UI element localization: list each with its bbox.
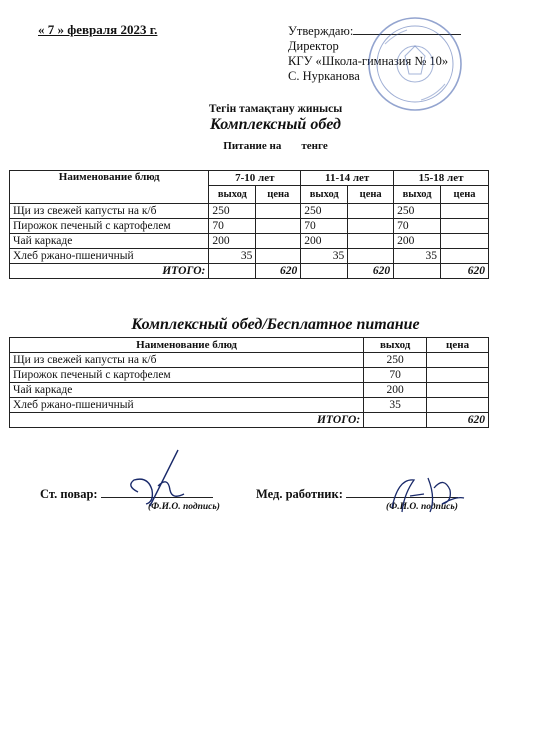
dish-name: Пирожок печеный с картофелем [10, 368, 364, 383]
dish-price [256, 219, 301, 234]
dish-out: 250 [364, 353, 427, 368]
dish-out: 35 [209, 249, 256, 264]
dish-name: Хлеб ржано-пшеничный [10, 249, 209, 264]
dish-out: 35 [364, 398, 427, 413]
dish-price [348, 249, 394, 264]
dish-out: 250 [209, 204, 256, 219]
dish-price [441, 234, 489, 249]
dish-price [256, 249, 301, 264]
approver-position: Директор [288, 39, 339, 53]
medic-caption: (Ф.И.О. подпись) [386, 502, 458, 512]
menu-title-1: Комплексный обед [210, 116, 341, 133]
col-price: цена [348, 186, 394, 204]
dish-out: 70 [301, 219, 348, 234]
col-price: цена [441, 186, 489, 204]
dish-price [348, 234, 394, 249]
col-price: цена [427, 338, 489, 353]
cook-label: Ст. повар: [40, 487, 98, 501]
dish-name: Щи из свежей капусты на к/б [10, 204, 209, 219]
dish-price [427, 398, 489, 413]
table-row [10, 383, 489, 398]
col-dish-name: Наименование блюд [10, 171, 209, 204]
age-group-header: 15-18 лет [394, 171, 489, 186]
total-price: 620 [427, 413, 489, 428]
school-name: КГУ «Школа-гимназия № 10» [288, 54, 449, 68]
dish-out: 200 [209, 234, 256, 249]
col-out: выход [364, 338, 427, 353]
table-row [10, 249, 489, 264]
table-row [10, 234, 489, 249]
cook-caption: (Ф.И.О. подпись) [148, 502, 220, 512]
cook-handwritten-signature [108, 446, 218, 516]
dish-name: Хлеб ржано-пшеничный [10, 398, 364, 413]
total-price: 620 [441, 264, 489, 279]
age-group-header: 7-10 лет [209, 171, 301, 186]
col-out: выход [394, 186, 441, 204]
dish-out: 70 [209, 219, 256, 234]
dish-price [348, 204, 394, 219]
school-seal-stamp [365, 14, 465, 114]
total-row [10, 413, 489, 428]
dish-price [348, 219, 394, 234]
col-dish-name: Наименование блюд [10, 338, 364, 353]
dish-out: 250 [394, 204, 441, 219]
dish-price [427, 353, 489, 368]
dish-name: Пирожок печеный с картофелем [10, 219, 209, 234]
table-row [10, 219, 489, 234]
total-price: 620 [256, 264, 301, 279]
dish-out: 200 [394, 234, 441, 249]
kz-subtitle: Тегін тамақтану жинысы [208, 103, 343, 115]
table-row [10, 204, 489, 219]
approve-label: Утверждаю: [288, 24, 354, 38]
dish-price [256, 234, 301, 249]
medic-handwritten-signature [384, 468, 474, 518]
total-price: 620 [348, 264, 394, 279]
dish-price [441, 219, 489, 234]
dish-out: 70 [364, 368, 427, 383]
dish-name: Чай каркаде [10, 383, 364, 398]
table-row [10, 368, 489, 383]
dish-out: 250 [301, 204, 348, 219]
total-label: ИТОГО: [10, 264, 209, 279]
col-price: цена [256, 186, 301, 204]
food-label: Питание на [223, 140, 282, 152]
document-date: « 7 » февраля 2023 г. [38, 22, 158, 37]
menu-table-free-meals [9, 337, 489, 428]
table-row [10, 353, 489, 368]
menu-title-2: Комплексный обед/Бесплатное питание [131, 316, 420, 333]
dish-name: Щи из свежей капусты на к/б [10, 353, 364, 368]
dish-out: 35 [394, 249, 441, 264]
medic-label: Мед. работник: [256, 487, 343, 501]
total-label: ИТОГО: [10, 413, 364, 428]
currency-label: тенге [301, 140, 328, 152]
table-row [10, 398, 489, 413]
age-group-header: 11-14 лет [301, 171, 394, 186]
dish-name: Чай каркаде [10, 234, 209, 249]
dish-out: 35 [301, 249, 348, 264]
total-row [10, 264, 489, 279]
dish-out: 70 [394, 219, 441, 234]
approver-name: С. Нурканова [288, 69, 360, 83]
dish-out: 200 [364, 383, 427, 398]
dish-price [441, 249, 489, 264]
menu-table-age-groups [9, 170, 489, 279]
dish-price [427, 368, 489, 383]
dish-price [427, 383, 489, 398]
dish-price [441, 204, 489, 219]
col-out: выход [209, 186, 256, 204]
food-line [0, 140, 551, 152]
dish-price [256, 204, 301, 219]
dish-out: 200 [301, 234, 348, 249]
col-out: выход [301, 186, 348, 204]
